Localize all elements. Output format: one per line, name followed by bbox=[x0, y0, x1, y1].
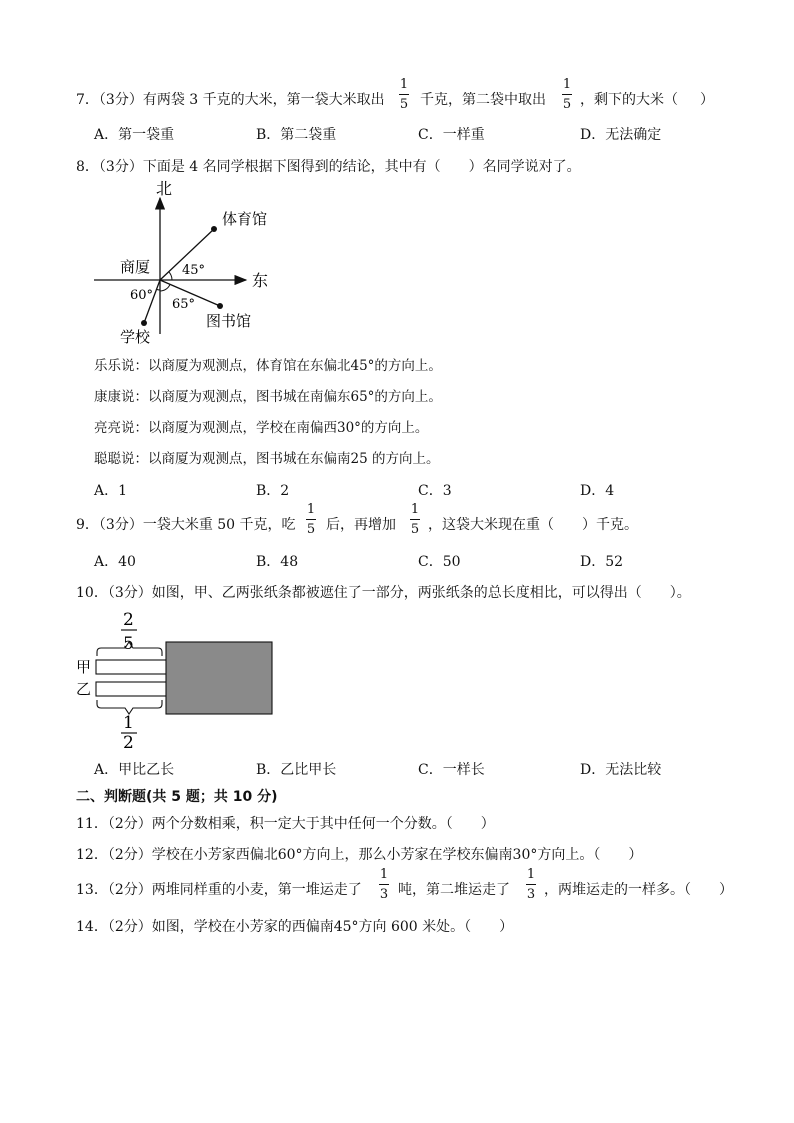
q9-frac1-num: 1 bbox=[306, 502, 316, 517]
q7-option-b[interactable]: B．第二袋重 bbox=[256, 127, 337, 143]
q7-frac2-num: 1 bbox=[562, 77, 572, 92]
q7-frac2-den: 5 bbox=[562, 97, 572, 112]
q7-option-c[interactable]: C．一样重 bbox=[418, 127, 485, 143]
q8-point-school bbox=[141, 320, 147, 326]
q8-label-school: 学校 bbox=[120, 328, 151, 346]
q9-option-a[interactable]: A．40 bbox=[94, 554, 136, 570]
q8-option-d[interactable]: D．4 bbox=[580, 483, 615, 499]
q10-strip-yi bbox=[96, 682, 168, 696]
q9-option-c[interactable]: C．50 bbox=[418, 554, 461, 570]
q8-label-60: 60° bbox=[130, 288, 154, 303]
q10-bottom-brace bbox=[97, 700, 162, 714]
q8-option-c[interactable]: C．3 bbox=[418, 483, 452, 499]
q8-statement-3: 亮亮说：以商厦为观测点，学校在南偏西30°的方向上。 bbox=[94, 420, 429, 436]
q9-text-part2: 后，再增加 bbox=[326, 517, 396, 533]
q9-fraction-1 bbox=[306, 503, 316, 536]
q7-frac1-den: 5 bbox=[399, 97, 409, 112]
q14-text: 14．（2分）如图，学校在小芳家的西偏南45°方向 600 米处。（ ） bbox=[76, 919, 514, 935]
q9-frac1-den: 5 bbox=[306, 522, 316, 537]
q9-text-part1: 9．（3分）一袋大米重 50 千克，吃 bbox=[76, 517, 296, 533]
q13-frac1-den: 3 bbox=[379, 887, 389, 902]
q10-text: 10．（3分）如图，甲、乙两张纸条都被遮住了一部分，两张纸条的总长度相比，可以得出（ ）。 bbox=[76, 585, 691, 601]
q13-text-part3: ，两堆运走的一样多。（ ） bbox=[544, 882, 733, 898]
q13-text-part1: 13．（2分）两堆同样重的小麦，第一堆运走了 bbox=[76, 882, 362, 898]
q8-option-b[interactable]: B．2 bbox=[256, 483, 290, 499]
q10-bottom-frac-den: 2 bbox=[123, 733, 134, 750]
q8-text: 8．（3分）下面是 4 名同学根据下图得到的结论，其中有（ ）名同学说对了。 bbox=[76, 159, 581, 175]
q7-text-part4: ） bbox=[700, 92, 714, 108]
q8-arc-45 bbox=[169, 272, 173, 281]
q13-fraction-2 bbox=[526, 868, 536, 901]
q8-label-center: 商厦 bbox=[120, 258, 151, 276]
q10-option-b[interactable]: B．乙比甲长 bbox=[256, 762, 337, 778]
q8-option-a[interactable]: A．1 bbox=[94, 483, 128, 499]
q8-point-gym bbox=[211, 226, 217, 232]
q8-label-north: 北 bbox=[156, 179, 173, 198]
q12-text: 12．（2分）学校在小芳家西偏北60°方向上，那么小芳家在学校东偏南30°方向上。（ ） bbox=[76, 847, 643, 863]
section-2-title: 二、判断题(共 5 题；共 10 分) bbox=[76, 789, 278, 805]
q9-frac2-num: 1 bbox=[410, 502, 420, 517]
q13-fraction-1 bbox=[379, 868, 389, 901]
q10-strip-jia bbox=[96, 660, 168, 674]
q7-fraction-1 bbox=[399, 78, 409, 111]
q8-arc-65 bbox=[160, 284, 170, 291]
q8-statement-2: 康康说：以商厦为观测点，图书城在南偏东65°的方向上。 bbox=[94, 389, 442, 405]
q10-label-jia: 甲 bbox=[76, 658, 92, 676]
q9-text-part3: ，这袋大米现在重（ ）千克。 bbox=[428, 517, 638, 533]
q8-label-east: 东 bbox=[252, 271, 269, 290]
q10-option-a[interactable]: A．甲比乙长 bbox=[94, 762, 175, 778]
q10-bottom-frac-num: 1 bbox=[123, 713, 134, 733]
q8-label-45: 45° bbox=[182, 263, 206, 278]
q9-fraction-2 bbox=[410, 503, 420, 536]
q7-text-part1: 7．（3分）有两袋 3 千克的大米，第一袋大米取出 bbox=[76, 92, 385, 108]
q7-text-part2: 千克，第二袋中取出 bbox=[420, 92, 546, 108]
q10-cover-block bbox=[166, 642, 272, 714]
q13-text-part2: 吨，第二堆运走了 bbox=[398, 882, 510, 898]
q10-paper-strips-figure bbox=[70, 608, 280, 750]
q8-statement-4: 聪聪说：以商厦为观测点，图书城在东偏南25 的方向上。 bbox=[94, 451, 440, 467]
q10-option-d[interactable]: D．无法比较 bbox=[580, 762, 662, 778]
q11-text: 11．（2分）两个分数相乘，积一定大于其中任何一个分数。（ ） bbox=[76, 816, 495, 832]
q7-fraction-2 bbox=[562, 78, 572, 111]
q9-option-d[interactable]: D．52 bbox=[580, 554, 624, 570]
q7-text-part3: ，剩下的大米（ bbox=[580, 92, 678, 108]
q9-frac2-den: 5 bbox=[410, 522, 420, 537]
q13-frac1-num: 1 bbox=[379, 867, 389, 882]
q10-label-yi: 乙 bbox=[76, 680, 92, 698]
q7-option-a[interactable]: A．第一袋重 bbox=[94, 127, 175, 143]
q8-point-library bbox=[217, 303, 223, 309]
q8-label-library: 图书馆 bbox=[206, 312, 252, 330]
q13-frac2-den: 3 bbox=[526, 887, 536, 902]
q9-option-b[interactable]: B．48 bbox=[256, 554, 299, 570]
q8-label-gym: 体育馆 bbox=[222, 210, 268, 228]
q7-frac1-num: 1 bbox=[399, 77, 409, 92]
q8-label-65: 65° bbox=[172, 297, 196, 312]
q10-option-c[interactable]: C．一样长 bbox=[418, 762, 485, 778]
q7-option-d[interactable]: D．无法确定 bbox=[580, 127, 662, 143]
q10-top-frac-num: 2 bbox=[123, 610, 134, 630]
q8-statement-1: 乐乐说：以商厦为观测点，体育馆在东偏北45°的方向上。 bbox=[94, 358, 442, 374]
q8-compass-figure bbox=[90, 176, 290, 348]
q10-top-frac-den: 5 bbox=[123, 634, 134, 654]
q13-frac2-num: 1 bbox=[526, 867, 536, 882]
